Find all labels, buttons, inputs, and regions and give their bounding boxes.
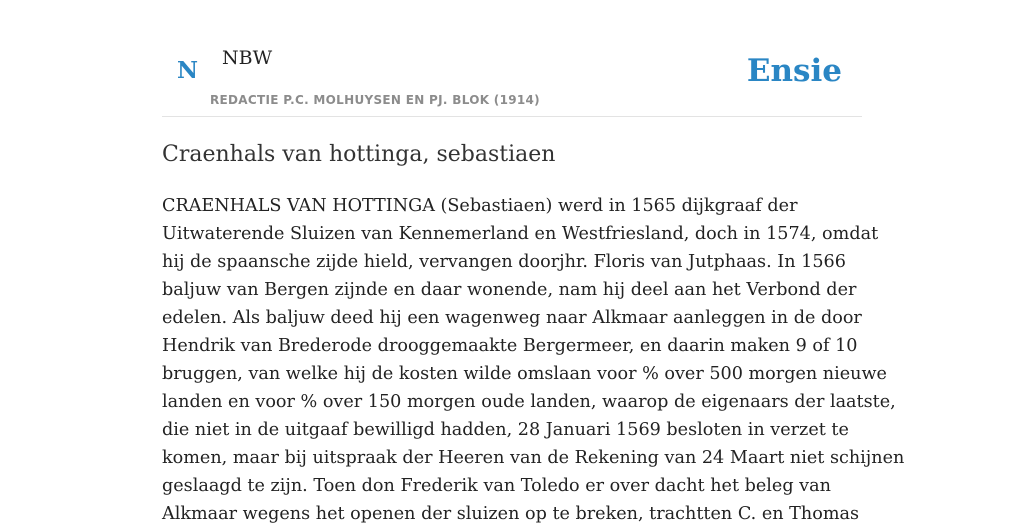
source-name[interactable]: NBW — [222, 47, 273, 69]
source-logo[interactable]: N — [177, 57, 199, 84]
article-line: edelen. Als baljuw deed hij een wagenweg naar Alkmaar aanleggen in de door — [162, 308, 862, 328]
article-line: komen, maar bij uitspraak der Heeren van de Rekening van 24 Maart niet schijnen — [162, 448, 905, 468]
article-line: Uitwaterende Sluizen van Kennemerland en Westfriesland, doch in 1574, omdat — [162, 224, 879, 244]
article-line: CRAENHALS VAN HOTTINGA (Sebastiaen) werd in 1565 dijkgraaf der — [162, 196, 798, 216]
article-line: hij de spaansche zijde hield, vervangen doorjhr. Floris van Jutphaas. In 1566 — [162, 252, 846, 272]
source-header — [162, 40, 862, 117]
article-line: baljuw van Bergen zijnde en daar wonende, nam hij deel aan het Verbond der — [162, 280, 857, 300]
article-line: bruggen, van welke hij de kosten wilde omslaan voor % over 500 morgen nieuwe — [162, 364, 887, 384]
article-title: Craenhals van hottinga, sebastiaen — [162, 142, 556, 167]
article-line: Alkmaar wegens het openen der sluizen op te breken, trachtten C. en Thomas — [162, 504, 860, 524]
ensie-logo-link[interactable]: Ensie — [746, 53, 842, 89]
article-line: die niet in de uitgaaf bewilligd hadden, 28 Januari 1569 besloten in verzet te — [162, 420, 849, 440]
article-line: Hendrik van Brederode drooggemaakte Bergermeer, en daarin maken 9 of 10 — [162, 336, 858, 356]
article-line: landen en voor % over 150 morgen oude landen, waarop de eigenaars der laatste, — [162, 392, 896, 412]
article-body — [162, 192, 905, 528]
source-subtitle: REDACTIE P.C. MOLHUYSEN EN PJ. BLOK (1914) — [210, 93, 540, 107]
article-line: geslaagd te zijn. Toen don Frederik van Toledo er over dacht het beleg van — [162, 476, 831, 496]
